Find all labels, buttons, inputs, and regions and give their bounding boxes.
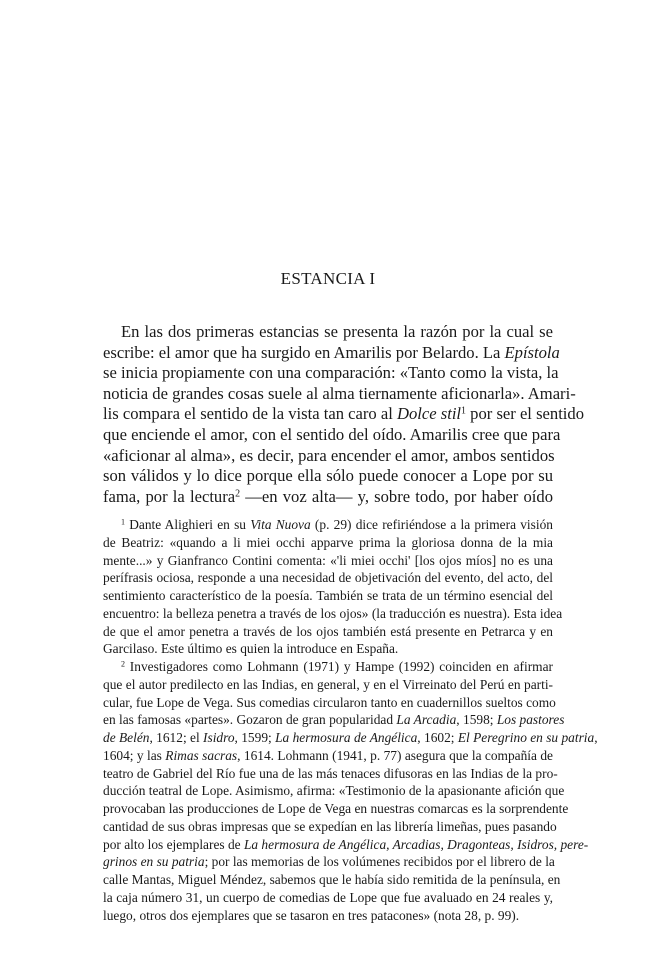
- footnote-number: 2: [121, 659, 126, 669]
- fn-italic: Isidro: [203, 730, 235, 745]
- fn-text: ; por las memorias de los volúmenes recibidos por el librero de la: [204, 854, 555, 870]
- fn-text: 1604; y las: [103, 747, 166, 763]
- footnote-1-line: mente...» y Gianfranco Contini comenta: «'li miei occhi' [los ojos míos] no es una: [103, 552, 553, 568]
- italic-term: Dolce stil: [396, 404, 462, 424]
- footnote-2-line: luego, otros dos ejemplares que se tasaron en tres patacones» (nota 28, p. 99).: [103, 907, 520, 923]
- footnote-1-line: Garcilaso. Este último es quien la introduce en España.: [103, 641, 399, 657]
- body-text-span: —en voz alta— y, sobre todo, por haber oído: [240, 486, 553, 506]
- body-line: se inicia propiamente con una comparación: «Tanto como la vista, la: [103, 363, 559, 383]
- footnote-2-line: [103, 853, 553, 871]
- footnote-2-line: que el autor predilecto en las Indias, en general, y en el Virreinato del Perú en parti-: [103, 676, 553, 692]
- fn-text: , 1612; el: [149, 730, 204, 745]
- body-line: En las dos primeras estancias se presenta la razón por la cual se: [121, 322, 553, 341]
- body-line: «aficionar al alma», es decir, para encender el amor, ambos sentidos: [103, 445, 555, 465]
- fn-italic: Rimas sacras: [165, 747, 238, 763]
- fn-italic: El Peregrino en su patria: [457, 730, 595, 745]
- footnote-2-line: provocaban las producciones de Lope de Vega en nuestras comarcas es la sorprendente: [103, 801, 569, 816]
- fn-italic: Los pastores: [496, 712, 565, 728]
- footnote-2-line: la caja número 31, un cuerpo de comedias de Lope que fue avaluado en 24 reales y,: [103, 889, 553, 905]
- fn-text: (p. 29) dice refiriéndose a la primera visión: [310, 517, 553, 532]
- fn-text: ,: [594, 730, 598, 745]
- fn-text: en las famosas «partes». Gozaron de gran popularidad: [103, 712, 397, 728]
- footnote-1-line: [103, 516, 553, 534]
- body-line: son válidos y lo dice porque ella sólo puede conocer a Lope por su: [103, 466, 553, 486]
- body-line: [103, 404, 585, 425]
- footnote-2-line: teatro de Gabriel del Río fue una de las más tenaces difusoras en las Indias de la pro-: [103, 765, 558, 781]
- body-text-span: lis compara el sentido de la vista tan caro al: [103, 404, 397, 424]
- body-paragraph: [103, 322, 585, 507]
- body-text-span: por ser el sentido: [466, 404, 585, 424]
- footnote-2-line: [103, 747, 553, 765]
- footnote-ref-1[interactable]: 1: [461, 405, 467, 417]
- footnote-1-line: sentimiento característico de la poesía. También se trata de un término esencial del: [103, 588, 553, 603]
- fn-italic: La Arcadia: [396, 712, 457, 728]
- fn-text: , 1599;: [234, 730, 276, 745]
- footnote-2-line: [103, 711, 565, 729]
- footnote-1-line: de que el amor penetra a través de los ojos también está presente en Petrarca y en: [103, 623, 553, 639]
- footnote-ref-2[interactable]: 2: [235, 488, 241, 500]
- footnote-1-line: encuentro: la belleza penetra a través de los ojos» (la traducción es nuestra). Esta idea: [103, 605, 563, 621]
- fn-text: por alto los ejemplares de: [103, 836, 244, 852]
- body-text-span: fama, por la lectura: [103, 486, 236, 506]
- footnote-1-line: de Beatriz: «quando a li miei occhi apparve prima la gloriosa donna de la mia: [103, 534, 553, 550]
- body-line: que enciende el amor, con el sentido del oído. Amarilis cree que para: [103, 424, 561, 444]
- body-text-span: escribe: el amor que ha surgido en Amarilis por Belardo. La: [103, 342, 505, 362]
- footnote-2-line: [103, 658, 553, 676]
- footnote-2-line: ducción teatral de Lope. Asimismo, afirma: «Testimonio de la apasionante afición que: [103, 783, 565, 799]
- italic-title: Epístola: [504, 342, 560, 362]
- fn-italic: La hermosura de Angélica: [275, 730, 418, 745]
- footnote-2-line: [103, 729, 598, 747]
- body-line: noticia de grandes cosas suele al alma tiernamente aficionarla». Amari-: [103, 383, 576, 403]
- fn-italic: de Belén: [103, 730, 150, 745]
- fn-text: , 1602;: [417, 730, 458, 745]
- footnote-1-line: perífrasis ociosa, responde a una necesidad de objetivación del evento, del acto, del: [103, 570, 553, 586]
- footnotes: [103, 516, 598, 924]
- section-title: ESTANCIA I: [280, 269, 376, 288]
- fn-text: Investigadores como Lohmann (1971) y Hampe (1992) coinciden en afirmar: [125, 659, 553, 674]
- fn-italic: La hermosura de Angélica, Arcadias, Dragonteas, Isidros, pere-: [243, 836, 589, 852]
- footnote-2-line: calle Mantas, Miguel Méndez, sabemos que le había sido remitida de la península, en: [103, 872, 561, 887]
- fn-text: , 1614. Lohmann (1941, p. 77) asegura que la compañía de: [237, 747, 553, 763]
- footnote-2-line: cular, fue Lope de Vega. Sus comedias circularon tanto en cuadernillos sueltos como: [103, 694, 556, 710]
- fn-italic: Vita Nuova: [250, 517, 311, 532]
- body-line: [103, 342, 560, 364]
- fn-italic: grinos en su patria: [103, 854, 205, 870]
- fn-text: Dante Alighieri en su: [125, 517, 251, 532]
- footnote-2-line: cantidad de sus obras impresas que se expedían en las librería limeñas, pues pasando: [103, 818, 557, 834]
- footnote-number: 1: [121, 517, 126, 527]
- body-line: [103, 487, 553, 508]
- footnote-2-line: [103, 836, 589, 854]
- fn-text: , 1598;: [456, 712, 497, 728]
